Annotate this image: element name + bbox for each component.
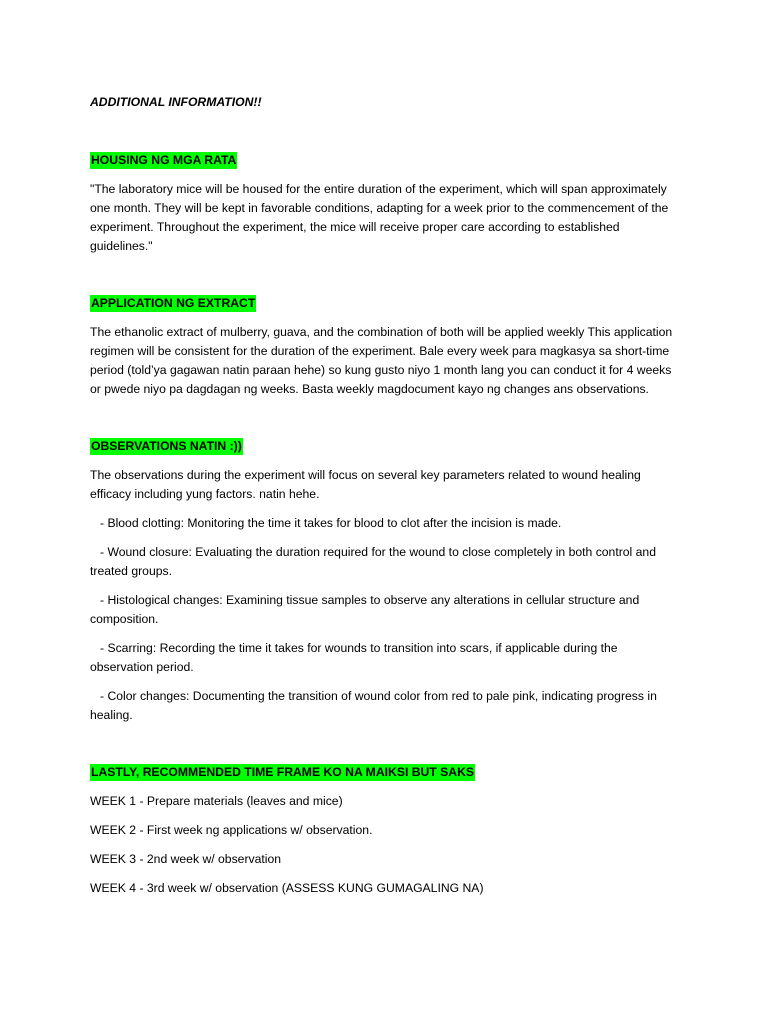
bullet-color-changes: - Color changes: Documenting the transition of wound color from red to pale pink, indicating progress in healing. bbox=[90, 689, 657, 722]
week-3: WEEK 3 - 2nd week w/ observation bbox=[90, 852, 282, 866]
bullet-histological-changes: - Histological changes: Examining tissue samples to observe any alterations in cellular structure and composition. bbox=[90, 593, 640, 626]
week-1: WEEK 1 - Prepare materials (leaves and mice) bbox=[90, 794, 343, 808]
heading-time-frame: LASTLY, RECOMMENDED TIME FRAME KO NA MAIKSI BUT SAKS bbox=[91, 765, 475, 779]
paragraph-housing: "The laboratory mice will be housed for the entire duration of the experiment, which will span approximately one month. They will be kept in favorable conditions, adapting for a week prior to the commencement of the experiment. Throughout the experiment, the mice will receive proper care according to established guidelines." bbox=[90, 182, 669, 253]
document-title: ADDITIONAL INFORMATION!! bbox=[90, 95, 262, 109]
heading-application: APPLICATION NG EXTRACT bbox=[91, 296, 256, 310]
week-2: WEEK 2 - First week ng applications w/ observation. bbox=[90, 823, 373, 837]
bullet-wound-closure: - Wound closure: Evaluating the duration required for the wound to close completely in both control and treated groups. bbox=[90, 545, 656, 578]
bullet-blood-clotting: - Blood clotting: Monitoring the time it takes for blood to clot after the incision is made. bbox=[100, 516, 562, 530]
week-4: WEEK 4 - 3rd week w/ observation (ASSESS KUNG GUMAGALING NA) bbox=[90, 881, 484, 895]
heading-housing: HOUSING NG MGA RATA bbox=[91, 153, 237, 167]
document-body bbox=[90, 93, 690, 898]
paragraph-application: The ethanolic extract of mulberry, guava, and the combination of both will be applied weekly This application regimen will be consistent for the duration of the experiment. Bale every week para magkasya sa short-time period (told’ya gagawan natin paraan hehe) so kung gusto niyo 1 month lang you can conduct it for 4 weeks or pwede niyo pa dagdagan ng weeks. Basta weekly magdocument kayo ng changes ans observations. bbox=[90, 325, 673, 396]
paragraph-observations: The observations during the experiment will focus on several key parameters related to wound healing efficacy including yung factors. natin hehe. bbox=[90, 468, 641, 501]
bullet-scarring: - Scarring: Recording the time it takes for wounds to transition into scars, if applicable during the observation period. bbox=[90, 641, 618, 674]
heading-observations: OBSERVATIONS NATIN :)) bbox=[91, 439, 242, 453]
